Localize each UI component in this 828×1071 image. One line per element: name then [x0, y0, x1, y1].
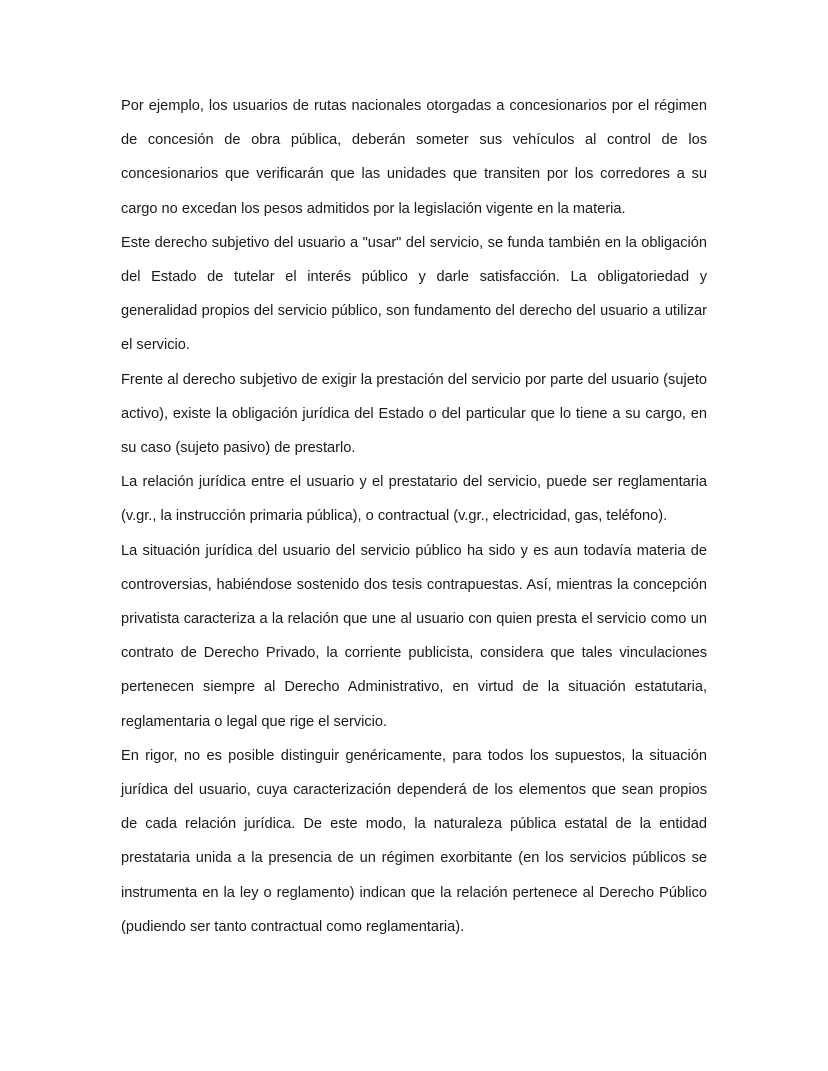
paragraph-1: Por ejemplo, los usuarios de rutas nacionales otorgadas a concesionarios por el régimen de concesión de obra pública, deberán someter sus vehículos al control de los concesionarios que verificarán que las unidades que transiten por los corredores a su cargo no excedan los pesos admitidos por la legislación vigente en la materia. [121, 98, 707, 217]
paragraph-3: Frente al derecho subjetivo de exigir la prestación del servicio por parte del usuario (sujeto activo), existe la obligación jurídica del Estado o del particular que lo tiene a su cargo, en su caso (sujeto pasivo) de prestarlo. [121, 371, 707, 457]
paragraph-2: Este derecho subjetivo del usuario a "usar" del servicio, se funda también en la obligación del Estado de tutelar el interés público y darle satisfacción. La obligatoriedad y generalidad propios del servicio público, son fundamento del derecho del usuario a utilizar el servicio. [121, 234, 707, 354]
paragraph-6: En rigor, no es posible distinguir genéricamente, para todos los supuestos, la situación jurídica del usuario, cuya caracterización dependerá de los elementos que sean propios de cada relación jurídica. De este modo, la naturaleza pública estatal de la entidad prestataria unida a la presencia de un régimen exorbitante (en los servicios públicos se instrumenta en la ley o reglamento) indican que la relación pertenece al Derecho Público (pudiendo ser tanto contractual como reglamentaria). [121, 747, 707, 935]
paragraph-4: La relación jurídica entre el usuario y el prestatario del servicio, puede ser reglamentaria (v.gr., la instrucción primaria pública), o contractual (v.gr., electricidad, gas, teléfono). [121, 474, 707, 525]
paragraph-5: La situación jurídica del usuario del servicio público ha sido y es aun todavía materia de controversias, habiéndose sostenido dos tesis contrapuestas. Así, mientras la concepción privatista caracteriza a la relación que une al usuario con quien presta el servicio como un contrato de Derecho Privado, la corriente publicista, considera que tales vinculaciones pertenecen siempre al Derecho Administrativo, en virtud de la situación estatutaria, reglamentaria o legal que rige el servicio. [121, 542, 707, 730]
document-body [121, 89, 707, 944]
